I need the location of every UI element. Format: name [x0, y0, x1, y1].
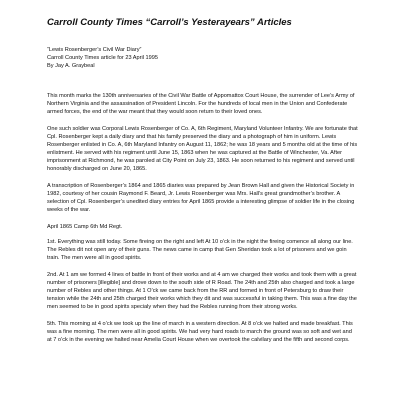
article-byline — [47, 46, 358, 70]
article-source: Carroll County Times article for 23 April 1995 — [47, 55, 158, 61]
page-title: Carroll County Times “Carroll’s Yesterayears” Articles — [47, 17, 292, 28]
intro-paragraph: This month marks the 130th anniversaries of the Civil War Battle of Appomattox Court House, the surrender of Lee’s Army of Northern Virginia and the assassination of President Lincoln. For the hundreds of local men in the Union and Confederate armed forces, the end of the war meant that they would soon return to their loved ones. — [47, 93, 355, 115]
article-title: “Lewis Rosenberger’s Civil War Diary” — [47, 47, 142, 53]
diary-heading: April 1865 Camp 6th Md Regt. — [47, 224, 123, 230]
transcription-paragraph: A transcription of Rosenberger’s 1864 and 1865 diaries was prepared by Jean Brown Hall and given the Historical Society in 1982, courtesy of her cousin Raymond F. Beard, Jr. Lewis Rosenberger was Mrs. Hall’s great grandmother’s brother. A selection of Cpl. Rosenberger’s unedited diary entries for April 1865 provide a interesting glimpse of soldier life in the closing weeks of the war. — [47, 183, 355, 213]
diary-entry: 2nd. At 1 am we formed 4 lines of battle in front of their works and at 4 am we charged their works and took them with a great number of prisoners [illegible] and drove down to the south side of R Road. The 24th and 25th also charged and took a large number of Rebles and other things. At 1 O’ck we came back from the RR and formed in front of Petersburg to draw their tension while the 24th and 25th charged their works which they dit and was successful in taking them. This was a fine day the men seemed to be in good spirits specialy when they had the Rebles running from their strong works. — [47, 272, 357, 310]
article-author: By Jay A. Graybeal — [47, 63, 95, 69]
diary-entry: 5th. This morning at 4 o’ck we took up the line of march in a western direction. At 8 o’ck we halted and made breakfast. This was a fine morning. The men were all in good spirits. We had very hard roads to march the ground was so soft and wet and at 7 o’ck in the evening we halted near Amelia Court House when we overtook the calvilary and the fifth and second corps. — [47, 321, 353, 343]
diary-entry: 1st. Everything was still today. Some fireing on the right and left At 10 o’ck in the night the fireing comence all along our line. The Rebles dit not open any of their guns. The news came in camp that Gen Sheridan took a lot of prisoners and we goin train. The men were all in good spirits. — [47, 239, 353, 261]
soldier-paragraph: One such soldier was Corporal Lewis Rosenberger of Co. A, 6th Regiment, Maryland Volunteer Infantry. We are fortunate that Cpl. Rosenberger kept a daily diary and that his family preserved the diary and a photograph of him in uniform. Lewis Rosenberger enlisted in Co. A, 6th Maryland Infantry on August 11, 1862; he was 18 years and 5 months old at the time of his enlistment. He served with his regiment until June 15, 1863 when he was captured at the Battle of Winchester, Va. After imprisonment at Richmond, he was paroled at City Point on July 23, 1863. He soon returned to his regiment and served until honorably discharged on June 20, 1865. — [47, 126, 358, 172]
